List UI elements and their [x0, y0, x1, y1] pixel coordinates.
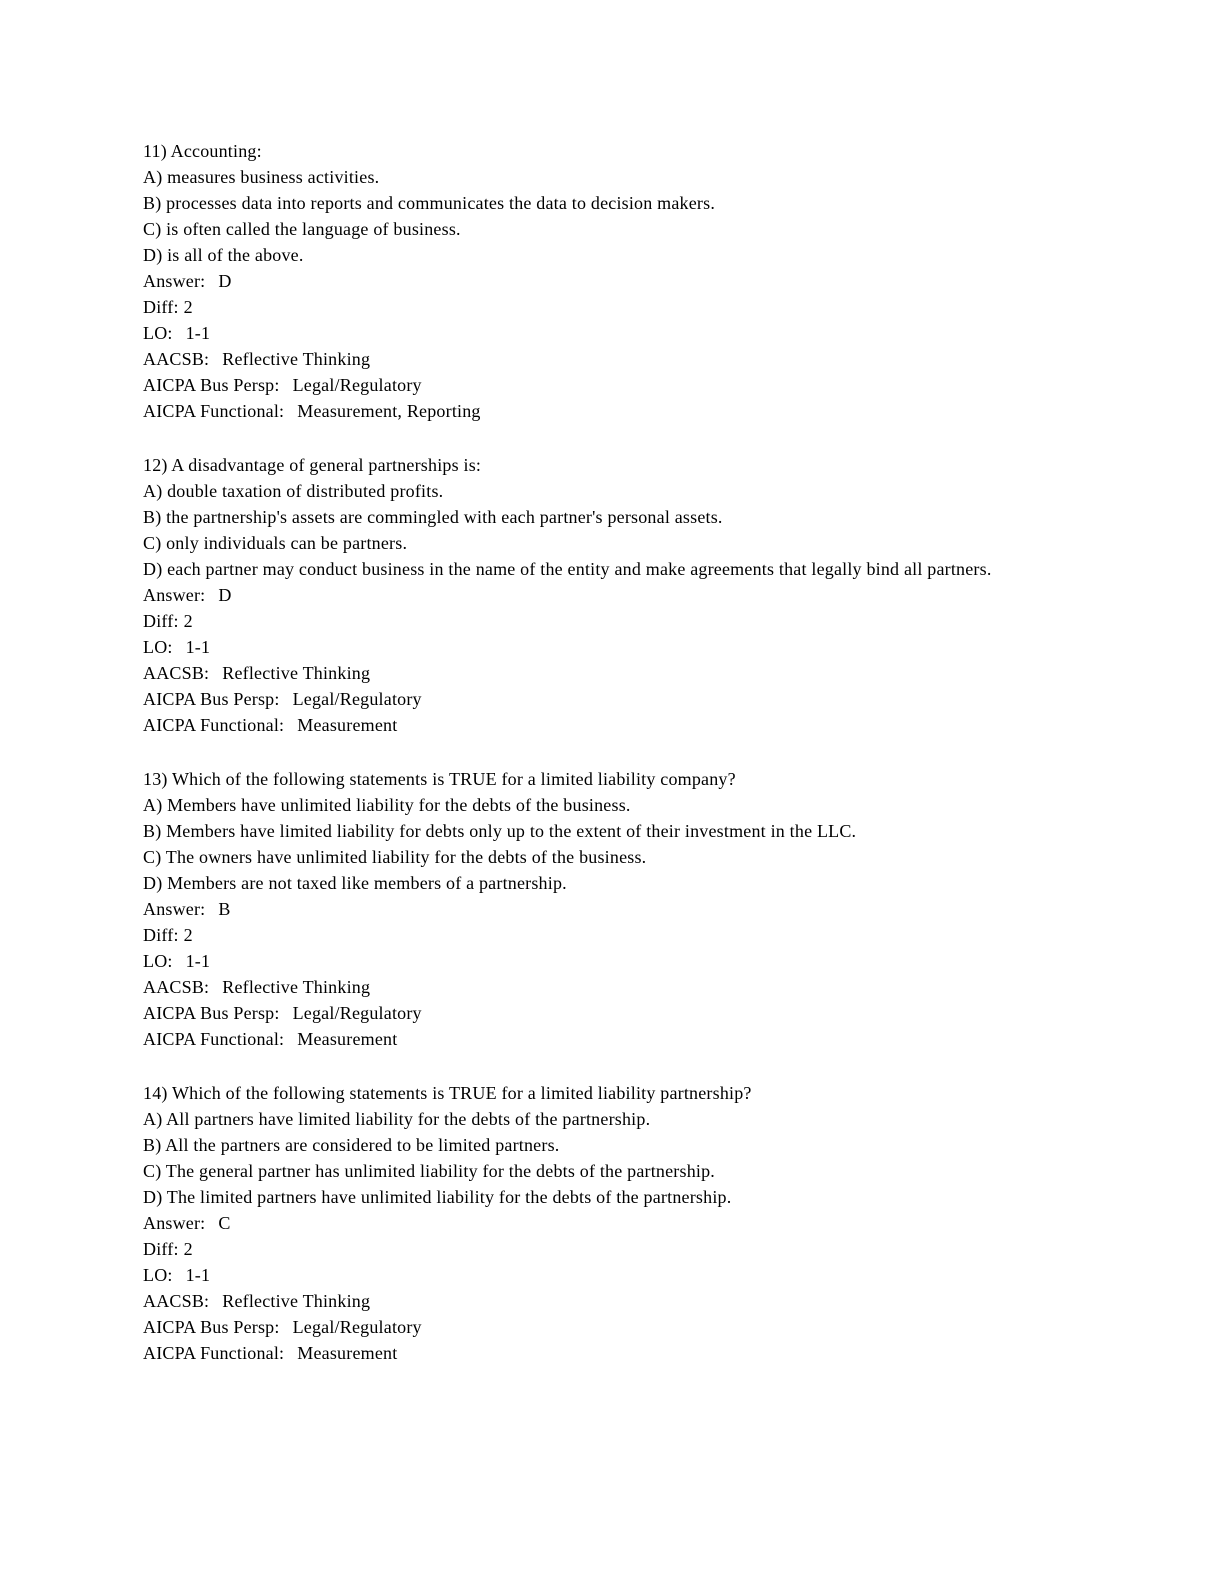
option-a: A) Members have unlimited liability for the debts of the business.: [143, 795, 631, 815]
lo-label: LO:: [143, 1265, 173, 1285]
aicpa-functional-line: [143, 1026, 993, 1052]
diff-value: 2: [183, 297, 193, 317]
lo-label: LO:: [143, 951, 173, 971]
answer-value: B: [218, 899, 231, 919]
answer-line: [143, 268, 993, 294]
diff-value: 2: [183, 1239, 193, 1259]
aacsb-value: Reflective Thinking: [222, 663, 371, 683]
aicpa-functional-label: AICPA Functional:: [143, 1343, 285, 1363]
option-a: A) measures business activities.: [143, 167, 380, 187]
aicpa-functional-value: Measurement: [297, 715, 398, 735]
aicpa-bus-persp-label: AICPA Bus Persp:: [143, 689, 280, 709]
aicpa-bus-persp-line: [143, 686, 993, 712]
answer-value: D: [218, 271, 232, 291]
diff-label: Diff:: [143, 925, 179, 945]
option-d: D) The limited partners have unlimited liability for the debts of the partnership.: [143, 1187, 732, 1207]
aicpa-bus-persp-line: [143, 1314, 993, 1340]
aacsb-label: AACSB:: [143, 663, 210, 683]
aicpa-functional-line: [143, 712, 993, 738]
question-block-11: [143, 138, 993, 424]
aacsb-value: Reflective Thinking: [222, 977, 371, 997]
aicpa-bus-persp-value: Legal/Regulatory: [292, 375, 422, 395]
aicpa-functional-value: Measurement: [297, 1029, 398, 1049]
option-b: B) All the partners are considered to be limited partners.: [143, 1135, 560, 1155]
question-stem: 11) Accounting:: [143, 141, 262, 161]
diff-line: [143, 608, 993, 634]
answer-label: Answer:: [143, 271, 206, 291]
aicpa-bus-persp-value: Legal/Regulatory: [292, 1003, 422, 1023]
aacsb-label: AACSB:: [143, 977, 210, 997]
aicpa-functional-line: [143, 1340, 993, 1366]
option-d: D) Members are not taxed like members of a partnership.: [143, 873, 567, 893]
lo-value: 1-1: [185, 951, 211, 971]
option-d: D) each partner may conduct business in the name of the entity and make agreements that legally bind all partners.: [143, 559, 992, 579]
aicpa-functional-label: AICPA Functional:: [143, 715, 285, 735]
diff-line: [143, 922, 993, 948]
document-content: [143, 138, 993, 1366]
lo-line: [143, 948, 993, 974]
aicpa-functional-value: Measurement: [297, 1343, 398, 1363]
answer-label: Answer:: [143, 585, 206, 605]
aacsb-line: [143, 346, 993, 372]
option-c: C) The general partner has unlimited liability for the debts of the partnership.: [143, 1161, 716, 1181]
diff-label: Diff:: [143, 611, 179, 631]
answer-value: C: [218, 1213, 231, 1233]
diff-line: [143, 1236, 993, 1262]
answer-line: [143, 582, 993, 608]
aicpa-bus-persp-value: Legal/Regulatory: [292, 1317, 422, 1337]
diff-value: 2: [183, 925, 193, 945]
option-b: B) Members have limited liability for debts only up to the extent of their investment in the LLC.: [143, 821, 857, 841]
question-block-13: [143, 766, 993, 1052]
aicpa-bus-persp-value: Legal/Regulatory: [292, 689, 422, 709]
aacsb-label: AACSB:: [143, 1291, 210, 1311]
aicpa-bus-persp-label: AICPA Bus Persp:: [143, 1003, 280, 1023]
answer-label: Answer:: [143, 899, 206, 919]
option-c: C) only individuals can be partners.: [143, 533, 408, 553]
aicpa-bus-persp-line: [143, 1000, 993, 1026]
aicpa-bus-persp-label: AICPA Bus Persp:: [143, 375, 280, 395]
aicpa-functional-label: AICPA Functional:: [143, 401, 285, 421]
lo-line: [143, 1262, 993, 1288]
lo-line: [143, 634, 993, 660]
aacsb-line: [143, 1288, 993, 1314]
answer-line: [143, 1210, 993, 1236]
option-b: B) processes data into reports and communicates the data to decision makers.: [143, 193, 716, 213]
aacsb-label: AACSB:: [143, 349, 210, 369]
aicpa-functional-line: [143, 398, 993, 424]
diff-line: [143, 294, 993, 320]
option-d: D) is all of the above.: [143, 245, 304, 265]
lo-label: LO:: [143, 637, 173, 657]
option-a: A) double taxation of distributed profits.: [143, 481, 444, 501]
option-c: C) is often called the language of business.: [143, 219, 461, 239]
lo-label: LO:: [143, 323, 173, 343]
answer-value: D: [218, 585, 232, 605]
diff-label: Diff:: [143, 1239, 179, 1259]
aacsb-value: Reflective Thinking: [222, 349, 371, 369]
option-b: B) the partnership's assets are commingled with each partner's personal assets.: [143, 507, 723, 527]
question-stem: 14) Which of the following statements is TRUE for a limited liability partnership?: [143, 1083, 752, 1103]
aacsb-line: [143, 660, 993, 686]
diff-value: 2: [183, 611, 193, 631]
lo-value: 1-1: [185, 323, 211, 343]
option-a: A) All partners have limited liability for the debts of the partnership.: [143, 1109, 651, 1129]
aicpa-bus-persp-label: AICPA Bus Persp:: [143, 1317, 280, 1337]
lo-value: 1-1: [185, 637, 211, 657]
lo-line: [143, 320, 993, 346]
option-c: C) The owners have unlimited liability for the debts of the business.: [143, 847, 647, 867]
question-stem: 12) A disadvantage of general partnerships is:: [143, 455, 482, 475]
lo-value: 1-1: [185, 1265, 211, 1285]
aicpa-bus-persp-line: [143, 372, 993, 398]
aacsb-value: Reflective Thinking: [222, 1291, 371, 1311]
diff-label: Diff:: [143, 297, 179, 317]
aacsb-line: [143, 974, 993, 1000]
question-block-14: [143, 1080, 993, 1366]
question-stem: 13) Which of the following statements is TRUE for a limited liability company?: [143, 769, 736, 789]
answer-line: [143, 896, 993, 922]
aicpa-functional-label: AICPA Functional:: [143, 1029, 285, 1049]
aicpa-functional-value: Measurement, Reporting: [297, 401, 481, 421]
answer-label: Answer:: [143, 1213, 206, 1233]
question-block-12: [143, 452, 993, 738]
